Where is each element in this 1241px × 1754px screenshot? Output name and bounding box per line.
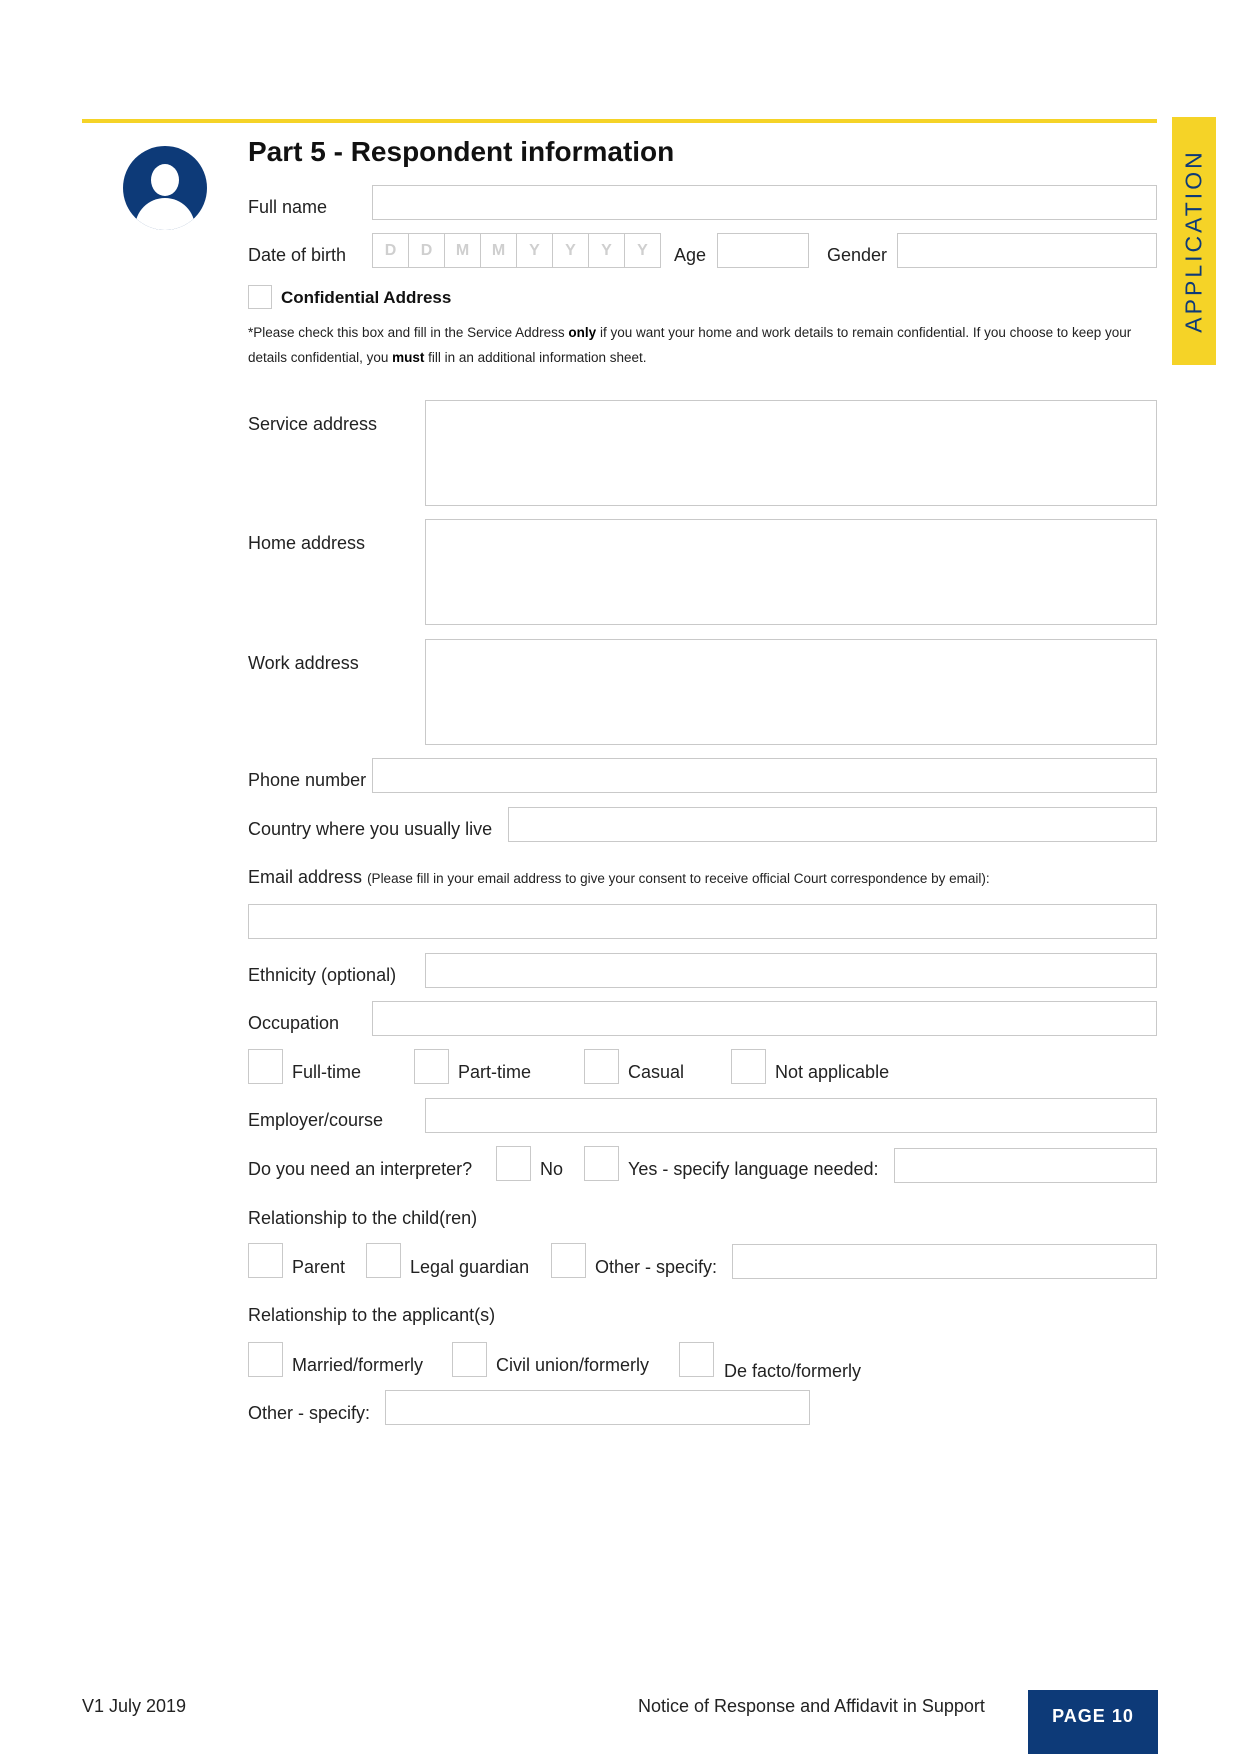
phone-input[interactable] xyxy=(372,758,1157,793)
interpreter-no-label: No xyxy=(540,1159,564,1179)
dob-cell[interactable]: Y xyxy=(517,234,553,267)
de-facto-checkbox[interactable] xyxy=(679,1342,714,1377)
casual-checkbox[interactable] xyxy=(584,1049,619,1084)
ethnicity-input[interactable] xyxy=(425,953,1157,988)
not-applicable-label: Not applicable xyxy=(775,1062,890,1082)
occupation-label: Occupation xyxy=(248,1013,340,1033)
parent-checkbox[interactable] xyxy=(248,1243,283,1278)
country-input[interactable] xyxy=(508,807,1157,842)
casual-label: Casual xyxy=(628,1062,685,1082)
footer-doc-title: Notice of Response and Affidavit in Support xyxy=(638,1696,985,1716)
dob-input[interactable] xyxy=(372,233,661,268)
de-facto-label: De facto/formerly xyxy=(724,1361,862,1381)
interpreter-label: Do you need an interpreter? xyxy=(248,1159,473,1179)
dob-cell[interactable]: Y xyxy=(589,234,625,267)
work-address-input[interactable] xyxy=(425,639,1157,745)
part-time-checkbox[interactable] xyxy=(414,1049,449,1084)
employer-input[interactable] xyxy=(425,1098,1157,1133)
rel-applicant-label: Relationship to the applicant(s) xyxy=(248,1305,496,1325)
person-icon xyxy=(123,146,207,230)
married-checkbox[interactable] xyxy=(248,1342,283,1377)
age-input[interactable] xyxy=(717,233,809,268)
dob-cell[interactable]: M xyxy=(445,234,481,267)
legal-guardian-label: Legal guardian xyxy=(410,1257,530,1277)
interpreter-no-checkbox[interactable] xyxy=(496,1146,531,1181)
email-input[interactable] xyxy=(248,904,1157,939)
rel-child-other-checkbox[interactable] xyxy=(551,1243,586,1278)
confidential-note: *Please check this box and fill in the Service Address only if you want your home and work details to remain confidential. If you choose to keep your details confidential, you must fill in an additional information sheet. xyxy=(248,325,1132,365)
dob-cell[interactable]: Y xyxy=(637,241,648,259)
work-address-label: Work address xyxy=(248,653,359,673)
full-time-checkbox[interactable] xyxy=(248,1049,283,1084)
civil-union-label: Civil union/formerly xyxy=(496,1355,650,1375)
employer-label: Employer/course xyxy=(248,1110,384,1130)
phone-label: Phone number xyxy=(248,770,367,790)
interpreter-yes-label: Yes - specify language needed: xyxy=(628,1159,879,1179)
section-tab-label: APPLICATION xyxy=(1180,149,1207,333)
country-label: Country where you usually live xyxy=(248,819,493,839)
full-time-label: Full-time xyxy=(292,1062,362,1082)
page-number: PAGE 10 xyxy=(1052,1706,1134,1726)
age-label: Age xyxy=(674,245,707,265)
email-label: Email address (Please fill in your email address to give your consent to receive official Court correspondence by email): xyxy=(248,867,990,887)
dob-cell[interactable]: D xyxy=(373,234,409,267)
legal-guardian-checkbox[interactable] xyxy=(366,1243,401,1278)
top-rule xyxy=(82,119,1157,123)
rel-applicant-other-input[interactable] xyxy=(385,1390,810,1425)
occupation-input[interactable] xyxy=(372,1001,1157,1036)
dob-cell[interactable]: D xyxy=(409,234,445,267)
gender-input[interactable] xyxy=(897,233,1157,268)
home-address-label: Home address xyxy=(248,533,366,553)
dob-cell[interactable]: Y xyxy=(553,234,589,267)
parent-label: Parent xyxy=(292,1257,346,1277)
interpreter-yes-checkbox[interactable] xyxy=(584,1146,619,1181)
service-address-label: Service address xyxy=(248,414,378,434)
rel-child-label: Relationship to the child(ren) xyxy=(248,1208,478,1228)
page-number-badge xyxy=(1028,1690,1158,1754)
service-address-input[interactable] xyxy=(425,400,1157,506)
confidential-address-label: Confidential Address xyxy=(281,288,452,307)
footer-version: V1 July 2019 xyxy=(82,1696,187,1716)
ethnicity-label: Ethnicity (optional) xyxy=(248,965,397,985)
page-title: Part 5 - Respondent information xyxy=(248,136,675,167)
full-name-input[interactable] xyxy=(372,185,1157,220)
part-time-label: Part-time xyxy=(458,1062,532,1082)
dob-label: Date of birth xyxy=(248,245,347,265)
section-tab xyxy=(1172,117,1216,365)
home-address-input[interactable] xyxy=(425,519,1157,625)
rel-applicant-other-label: Other - specify: xyxy=(248,1403,371,1423)
interpreter-language-input[interactable] xyxy=(894,1148,1157,1183)
civil-union-checkbox[interactable] xyxy=(452,1342,487,1377)
gender-label: Gender xyxy=(827,245,888,265)
rel-child-other-input[interactable] xyxy=(732,1244,1157,1279)
confidential-address-checkbox[interactable] xyxy=(248,285,272,309)
dob-cell[interactable]: M xyxy=(481,234,517,267)
full-name-label: Full name xyxy=(248,197,328,217)
not-applicable-checkbox[interactable] xyxy=(731,1049,766,1084)
email-note: (Please fill in your email address to give your consent to receive official Court correspondence by email): xyxy=(367,871,990,886)
rel-child-other-label: Other - specify: xyxy=(595,1257,718,1277)
married-label: Married/formerly xyxy=(292,1355,424,1375)
